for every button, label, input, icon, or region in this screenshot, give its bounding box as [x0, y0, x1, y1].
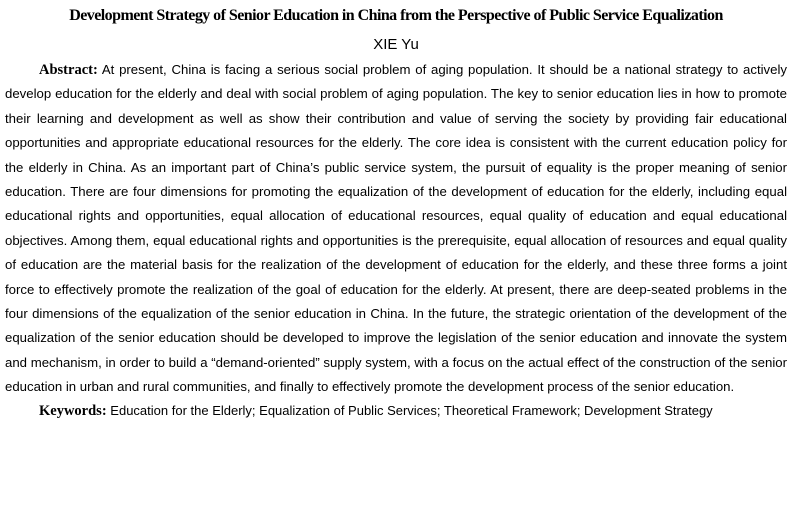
abstract-text: At present, China is facing a serious social problem of aging population. It should be a national strategy to actively develop education for the elderly and deal with social problem of aging population. The key to senior education lies in how to promote their learning and development as well as show their contribution and value of serving the society by providing fair educational opportunities and appropriate educational resources for the elderly. The core idea is consistent with the current education policy for the elderly in China. As an important part of China’s public service system, the pursuit of equality is the proper meaning of senior education. There are four dimensions for promoting the equalization of the development of education for the elderly, including equal educational rights and opportunities, equal allocation of educational resources, equal quality of education and equal educational objectives. Among them, equal educational rights and opportunities is the prerequisite, equal allocation of resources and equal quality of education are the material basis for the realization of the development of education for the elderly, and these three forms a joint force to effectively promote the realization of the goal of education for the elderly. At present, there are deep-seated problems in the four dimensions of the equalization of the senior education in China. In the future, the strategic orientation of the development of the equalization of the senior education should be developed to improve the legislation of the senior education and innovate the system and mechanism, in order to build a “demand-oriented” supply system, with a focus on the actual effect of the construction of the senior education in urban and rural communities, and finally to effectively promote the development process of the senior education.: [5, 62, 787, 395]
paper-author: XIE Yu: [373, 36, 419, 53]
paper-title: Development Strategy of Senior Education in China from the Perspective of Public Service Equalization: [69, 7, 723, 24]
keywords-line: [5, 400, 787, 422]
abstract-label: Abstract:: [39, 62, 98, 78]
keywords-label: Keywords:: [39, 402, 107, 419]
abstract-paragraph: [5, 58, 787, 400]
paper-page: [5, 0, 787, 422]
keywords-text: Education for the Elderly; Equalization of Public Services; Theoretical Framework; Development Strategy: [110, 402, 713, 418]
